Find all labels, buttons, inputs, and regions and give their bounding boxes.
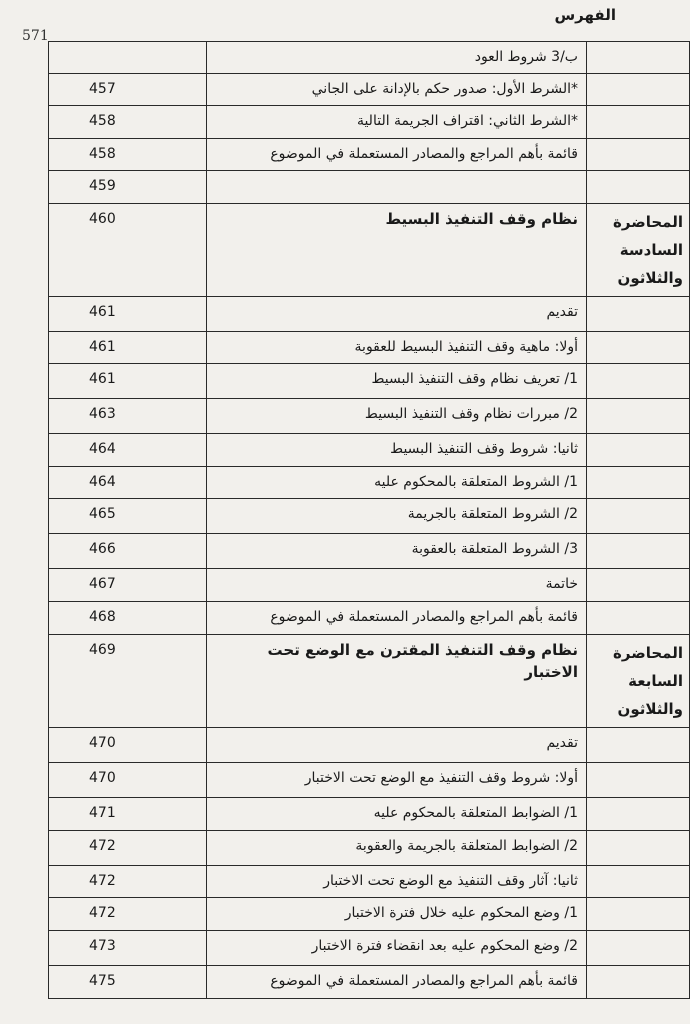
table-row [49, 728, 690, 763]
table-row [49, 898, 690, 931]
entry-page-number: 472 [49, 831, 207, 866]
entry-page-number: 475 [49, 966, 207, 999]
entry-page-number: 461 [49, 332, 207, 364]
table-row [49, 399, 690, 434]
section-cell [587, 74, 690, 106]
section-cell [587, 898, 690, 931]
entry-title: 1/ الشروط المتعلقة بالمحكوم عليه [207, 467, 587, 499]
section-cell [587, 569, 690, 602]
section-cell [587, 931, 690, 966]
table-row [49, 204, 690, 297]
section-cell [587, 42, 690, 74]
entry-page-number: 457 [49, 74, 207, 106]
section-cell [587, 139, 690, 171]
entry-title: قائمة بأهم المراجع والمصادر المستعملة في الموضوع [207, 139, 587, 171]
section-cell [587, 399, 690, 434]
entry-page-number: 467 [49, 569, 207, 602]
entry-title: *الشرط الثاني: اقتراف الجريمة التالية [207, 106, 587, 139]
entry-page-number: 464 [49, 434, 207, 467]
entry-page-number: 458 [49, 139, 207, 171]
page-number: 571 [22, 28, 49, 44]
entry-page-number: 469 [49, 635, 207, 728]
section-cell [587, 763, 690, 798]
section-cell [587, 434, 690, 467]
entry-page-number: 472 [49, 866, 207, 898]
entry-title: تقديم [207, 297, 587, 332]
table-row [49, 635, 690, 728]
entry-page-number: 470 [49, 728, 207, 763]
entry-title: 2/ وضع المحكوم عليه بعد انقضاء فترة الاختبار [207, 931, 587, 966]
table-row [49, 364, 690, 399]
section-cell [587, 364, 690, 399]
entry-title: 1/ تعريف نظام وقف التنفيذ البسيط [207, 364, 587, 399]
table-row [49, 931, 690, 966]
section-cell [587, 332, 690, 364]
entry-page-number: 472 [49, 898, 207, 931]
section-cell [587, 831, 690, 866]
entry-page-number: 470 [49, 763, 207, 798]
entry-page-number: 458 [49, 106, 207, 139]
section-cell [587, 728, 690, 763]
entry-page-number: 468 [49, 602, 207, 635]
table-row [49, 798, 690, 831]
entry-title: ثانيا: شروط وقف التنفيذ البسيط [207, 434, 587, 467]
section-cell [587, 602, 690, 635]
entry-title: تقديم [207, 728, 587, 763]
entry-page-number: 465 [49, 499, 207, 534]
entry-title: أولا: ماهية وقف التنفيذ البسيط للعقوبة [207, 332, 587, 364]
entry-page-number: 459 [49, 171, 207, 204]
entry-page-number: 464 [49, 467, 207, 499]
entry-page-number: 463 [49, 399, 207, 434]
table-row [49, 534, 690, 569]
entry-page-number: 471 [49, 798, 207, 831]
entry-page-number: 461 [49, 364, 207, 399]
table-row [49, 966, 690, 999]
section-cell [587, 297, 690, 332]
table-row [49, 866, 690, 898]
table-row [49, 332, 690, 364]
entry-page-number: 466 [49, 534, 207, 569]
table-row [49, 106, 690, 139]
entry-title: نظام وقف التنفيذ المقترن مع الوضع تحت الاختبار [207, 635, 587, 728]
table-of-contents [48, 41, 690, 999]
section-cell: المحاضرة السادسة والثلاثون [587, 204, 690, 297]
table-row [49, 499, 690, 534]
entry-title: 2/ الضوابط المتعلقة بالجريمة والعقوبة [207, 831, 587, 866]
table-row [49, 602, 690, 635]
entry-page-number: 460 [49, 204, 207, 297]
entry-title: قائمة بأهم المراجع والمصادر المستعملة في الموضوع [207, 602, 587, 635]
entry-title: ثانيا: آثار وقف التنفيذ مع الوضع تحت الاختبار [207, 866, 587, 898]
entry-title: *الشرط الأول: صدور حكم بالإدانة على الجاني [207, 74, 587, 106]
entry-title: نظام وقف التنفيذ البسيط [207, 204, 587, 297]
entry-title: 1/ الضوابط المتعلقة بالمحكوم عليه [207, 798, 587, 831]
section-cell [587, 467, 690, 499]
entry-page-number: 473 [49, 931, 207, 966]
page-header-title: الفهرس [554, 6, 616, 24]
section-cell [587, 499, 690, 534]
entry-title: خاتمة [207, 569, 587, 602]
section-cell [587, 106, 690, 139]
entry-title: قائمة بأهم المراجع والمصادر المستعملة في الموضوع [207, 966, 587, 999]
section-cell [587, 866, 690, 898]
entry-title: 2/ مبررات نظام وقف التنفيذ البسيط [207, 399, 587, 434]
table-row [49, 171, 690, 204]
table-row [49, 569, 690, 602]
section-cell [587, 966, 690, 999]
entry-page-number [49, 42, 207, 74]
table-row [49, 831, 690, 866]
table-row [49, 467, 690, 499]
section-cell [587, 534, 690, 569]
section-cell [587, 798, 690, 831]
section-cell [587, 171, 690, 204]
entry-title: أولا: شروط وقف التنفيذ مع الوضع تحت الاختبار [207, 763, 587, 798]
entry-title: 2/ الشروط المتعلقة بالجريمة [207, 499, 587, 534]
table-row [49, 139, 690, 171]
table-row [49, 297, 690, 332]
entry-title: ب/3 شروط العود [207, 42, 587, 74]
entry-title: 1/ وضع المحكوم عليه خلال فترة الاختبار [207, 898, 587, 931]
entry-page-number: 461 [49, 297, 207, 332]
table-row [49, 763, 690, 798]
entry-title [207, 171, 587, 204]
section-cell: المحاضرة السابعة والثلاثون [587, 635, 690, 728]
entry-title: 3/ الشروط المتعلقة بالعقوبة [207, 534, 587, 569]
table-row [49, 74, 690, 106]
table-row [49, 42, 690, 74]
table-row [49, 434, 690, 467]
